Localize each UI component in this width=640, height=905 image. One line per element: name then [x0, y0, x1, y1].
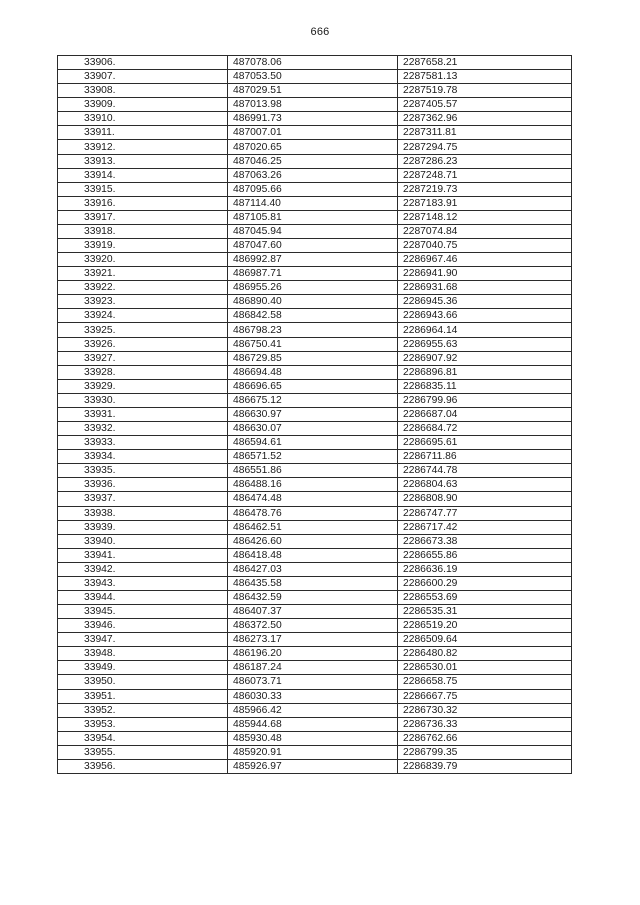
- point-id-cell: 33937.: [58, 492, 228, 506]
- x-coordinate-cell: 486196.20: [228, 647, 398, 661]
- table-row: [58, 168, 572, 182]
- point-id-cell: 33906.: [58, 56, 228, 70]
- table-row: [58, 590, 572, 604]
- point-id-cell: 33931.: [58, 407, 228, 421]
- coordinates-table: [57, 55, 572, 774]
- y-coordinate-cell: 2287405.57: [398, 98, 572, 112]
- point-id-cell: 33943.: [58, 576, 228, 590]
- x-coordinate-cell: 486427.03: [228, 562, 398, 576]
- y-coordinate-cell: 2287286.23: [398, 154, 572, 168]
- y-coordinate-cell: 2287519.78: [398, 84, 572, 98]
- y-coordinate-cell: 2286519.20: [398, 619, 572, 633]
- x-coordinate-cell: 485944.68: [228, 717, 398, 731]
- x-coordinate-cell: 486073.71: [228, 675, 398, 689]
- table-row: [58, 619, 572, 633]
- x-coordinate-cell: 485920.91: [228, 745, 398, 759]
- point-id-cell: 33951.: [58, 689, 228, 703]
- y-coordinate-cell: 2287148.12: [398, 210, 572, 224]
- table-row: [58, 492, 572, 506]
- y-coordinate-cell: 2286730.32: [398, 703, 572, 717]
- y-coordinate-cell: 2286941.90: [398, 267, 572, 281]
- point-id-cell: 33950.: [58, 675, 228, 689]
- y-coordinate-cell: 2286636.19: [398, 562, 572, 576]
- table-row: [58, 309, 572, 323]
- point-id-cell: 33924.: [58, 309, 228, 323]
- point-id-cell: 33953.: [58, 717, 228, 731]
- point-id-cell: 33927.: [58, 351, 228, 365]
- y-coordinate-cell: 2286808.90: [398, 492, 572, 506]
- table-row: [58, 56, 572, 70]
- x-coordinate-cell: 486462.51: [228, 520, 398, 534]
- y-coordinate-cell: 2286804.63: [398, 478, 572, 492]
- y-coordinate-cell: 2286658.75: [398, 675, 572, 689]
- table-row: [58, 422, 572, 436]
- x-coordinate-cell: 487007.01: [228, 126, 398, 140]
- y-coordinate-cell: 2286673.38: [398, 534, 572, 548]
- point-id-cell: 33939.: [58, 520, 228, 534]
- point-id-cell: 33932.: [58, 422, 228, 436]
- x-coordinate-cell: 486571.52: [228, 450, 398, 464]
- x-coordinate-cell: 487053.50: [228, 70, 398, 84]
- table-row: [58, 647, 572, 661]
- x-coordinate-cell: 486407.37: [228, 605, 398, 619]
- table-row: [58, 365, 572, 379]
- x-coordinate-cell: 486729.85: [228, 351, 398, 365]
- y-coordinate-cell: 2286535.31: [398, 605, 572, 619]
- table-row: [58, 98, 572, 112]
- y-coordinate-cell: 2287040.75: [398, 239, 572, 253]
- x-coordinate-cell: 486187.24: [228, 661, 398, 675]
- table-row: [58, 323, 572, 337]
- table-row: [58, 675, 572, 689]
- point-id-cell: 33922.: [58, 281, 228, 295]
- table-row: [58, 534, 572, 548]
- x-coordinate-cell: 486955.26: [228, 281, 398, 295]
- point-id-cell: 33948.: [58, 647, 228, 661]
- table-row: [58, 436, 572, 450]
- y-coordinate-cell: 2287658.21: [398, 56, 572, 70]
- table-row: [58, 70, 572, 84]
- x-coordinate-cell: 486426.60: [228, 534, 398, 548]
- table-row: [58, 548, 572, 562]
- y-coordinate-cell: 2286835.11: [398, 379, 572, 393]
- y-coordinate-cell: 2286943.66: [398, 309, 572, 323]
- table-row: [58, 253, 572, 267]
- x-coordinate-cell: 485926.97: [228, 759, 398, 773]
- table-row: [58, 140, 572, 154]
- x-coordinate-cell: 486750.41: [228, 337, 398, 351]
- y-coordinate-cell: 2287581.13: [398, 70, 572, 84]
- table-row: [58, 379, 572, 393]
- point-id-cell: 33941.: [58, 548, 228, 562]
- y-coordinate-cell: 2286480.82: [398, 647, 572, 661]
- x-coordinate-cell: 486372.50: [228, 619, 398, 633]
- point-id-cell: 33915.: [58, 182, 228, 196]
- x-coordinate-cell: 486594.61: [228, 436, 398, 450]
- point-id-cell: 33926.: [58, 337, 228, 351]
- y-coordinate-cell: 2286931.68: [398, 281, 572, 295]
- y-coordinate-cell: 2286667.75: [398, 689, 572, 703]
- y-coordinate-cell: 2286711.86: [398, 450, 572, 464]
- table-row: [58, 506, 572, 520]
- point-id-cell: 33942.: [58, 562, 228, 576]
- x-coordinate-cell: 486890.40: [228, 295, 398, 309]
- x-coordinate-cell: 486273.17: [228, 633, 398, 647]
- table-row: [58, 717, 572, 731]
- point-id-cell: 33945.: [58, 605, 228, 619]
- x-coordinate-cell: 486030.33: [228, 689, 398, 703]
- x-coordinate-cell: 487020.65: [228, 140, 398, 154]
- point-id-cell: 33917.: [58, 210, 228, 224]
- y-coordinate-cell: 2287183.91: [398, 196, 572, 210]
- table-row: [58, 407, 572, 421]
- y-coordinate-cell: 2287362.96: [398, 112, 572, 126]
- x-coordinate-cell: 487095.66: [228, 182, 398, 196]
- y-coordinate-cell: 2286655.86: [398, 548, 572, 562]
- table-row: [58, 703, 572, 717]
- point-id-cell: 33947.: [58, 633, 228, 647]
- y-coordinate-cell: 2286684.72: [398, 422, 572, 436]
- table-row: [58, 281, 572, 295]
- table-row: [58, 605, 572, 619]
- y-coordinate-cell: 2286509.64: [398, 633, 572, 647]
- y-coordinate-cell: 2286967.46: [398, 253, 572, 267]
- y-coordinate-cell: 2286747.77: [398, 506, 572, 520]
- y-coordinate-cell: 2286695.61: [398, 436, 572, 450]
- x-coordinate-cell: 486630.07: [228, 422, 398, 436]
- y-coordinate-cell: 2286762.66: [398, 731, 572, 745]
- x-coordinate-cell: 485966.42: [228, 703, 398, 717]
- point-id-cell: 33921.: [58, 267, 228, 281]
- x-coordinate-cell: 485930.48: [228, 731, 398, 745]
- x-coordinate-cell: 487078.06: [228, 56, 398, 70]
- table-row: [58, 112, 572, 126]
- x-coordinate-cell: 486418.48: [228, 548, 398, 562]
- point-id-cell: 33919.: [58, 239, 228, 253]
- table-row: [58, 745, 572, 759]
- x-coordinate-cell: 487013.98: [228, 98, 398, 112]
- table-row: [58, 239, 572, 253]
- y-coordinate-cell: 2287248.71: [398, 168, 572, 182]
- table-row: [58, 224, 572, 238]
- table-row: [58, 182, 572, 196]
- x-coordinate-cell: 486992.87: [228, 253, 398, 267]
- y-coordinate-cell: 2286839.79: [398, 759, 572, 773]
- table-row: [58, 126, 572, 140]
- point-id-cell: 33907.: [58, 70, 228, 84]
- y-coordinate-cell: 2286945.36: [398, 295, 572, 309]
- y-coordinate-cell: 2287219.73: [398, 182, 572, 196]
- x-coordinate-cell: 487063.26: [228, 168, 398, 182]
- x-coordinate-cell: 486630.97: [228, 407, 398, 421]
- point-id-cell: 33930.: [58, 393, 228, 407]
- table-row: [58, 464, 572, 478]
- x-coordinate-cell: 487105.81: [228, 210, 398, 224]
- y-coordinate-cell: 2286896.81: [398, 365, 572, 379]
- x-coordinate-cell: 486488.16: [228, 478, 398, 492]
- table-row: [58, 661, 572, 675]
- point-id-cell: 33935.: [58, 464, 228, 478]
- x-coordinate-cell: 486675.12: [228, 393, 398, 407]
- point-id-cell: 33925.: [58, 323, 228, 337]
- y-coordinate-cell: 2286799.35: [398, 745, 572, 759]
- x-coordinate-cell: 486478.76: [228, 506, 398, 520]
- point-id-cell: 33913.: [58, 154, 228, 168]
- table-row: [58, 196, 572, 210]
- table-row: [58, 689, 572, 703]
- y-coordinate-cell: 2286530.01: [398, 661, 572, 675]
- y-coordinate-cell: 2286553.69: [398, 590, 572, 604]
- point-id-cell: 33940.: [58, 534, 228, 548]
- x-coordinate-cell: 486798.23: [228, 323, 398, 337]
- point-id-cell: 33920.: [58, 253, 228, 267]
- x-coordinate-cell: 487046.25: [228, 154, 398, 168]
- table-row: [58, 759, 572, 773]
- table-row: [58, 576, 572, 590]
- point-id-cell: 33944.: [58, 590, 228, 604]
- x-coordinate-cell: 487029.51: [228, 84, 398, 98]
- y-coordinate-cell: 2286799.96: [398, 393, 572, 407]
- x-coordinate-cell: 486694.48: [228, 365, 398, 379]
- y-coordinate-cell: 2287074.84: [398, 224, 572, 238]
- y-coordinate-cell: 2286687.04: [398, 407, 572, 421]
- table-row: [58, 633, 572, 647]
- y-coordinate-cell: 2286600.29: [398, 576, 572, 590]
- point-id-cell: 33934.: [58, 450, 228, 464]
- table-row: [58, 450, 572, 464]
- x-coordinate-cell: 487114.40: [228, 196, 398, 210]
- point-id-cell: 33914.: [58, 168, 228, 182]
- x-coordinate-cell: 486435.58: [228, 576, 398, 590]
- point-id-cell: 33952.: [58, 703, 228, 717]
- table-row: [58, 154, 572, 168]
- table-row: [58, 267, 572, 281]
- point-id-cell: 33949.: [58, 661, 228, 675]
- table-row: [58, 478, 572, 492]
- x-coordinate-cell: 486842.58: [228, 309, 398, 323]
- table-row: [58, 351, 572, 365]
- table-row: [58, 731, 572, 745]
- table-body: [58, 56, 572, 774]
- y-coordinate-cell: 2286907.92: [398, 351, 572, 365]
- table-row: [58, 84, 572, 98]
- point-id-cell: 33909.: [58, 98, 228, 112]
- x-coordinate-cell: 487045.94: [228, 224, 398, 238]
- page-number: 666: [310, 26, 330, 38]
- point-id-cell: 33918.: [58, 224, 228, 238]
- point-id-cell: 33956.: [58, 759, 228, 773]
- table-row: [58, 295, 572, 309]
- point-id-cell: 33916.: [58, 196, 228, 210]
- point-id-cell: 33928.: [58, 365, 228, 379]
- table-row: [58, 337, 572, 351]
- y-coordinate-cell: 2286736.33: [398, 717, 572, 731]
- point-id-cell: 33936.: [58, 478, 228, 492]
- table-row: [58, 520, 572, 534]
- point-id-cell: 33954.: [58, 731, 228, 745]
- table-row: [58, 393, 572, 407]
- x-coordinate-cell: 487047.60: [228, 239, 398, 253]
- y-coordinate-cell: 2286744.78: [398, 464, 572, 478]
- x-coordinate-cell: 486551.86: [228, 464, 398, 478]
- x-coordinate-cell: 486432.59: [228, 590, 398, 604]
- point-id-cell: 33910.: [58, 112, 228, 126]
- table-row: [58, 210, 572, 224]
- point-id-cell: 33946.: [58, 619, 228, 633]
- y-coordinate-cell: 2287294.75: [398, 140, 572, 154]
- y-coordinate-cell: 2287311.81: [398, 126, 572, 140]
- y-coordinate-cell: 2286955.63: [398, 337, 572, 351]
- y-coordinate-cell: 2286717.42: [398, 520, 572, 534]
- y-coordinate-cell: 2286964.14: [398, 323, 572, 337]
- point-id-cell: 33929.: [58, 379, 228, 393]
- x-coordinate-cell: 486474.48: [228, 492, 398, 506]
- point-id-cell: 33955.: [58, 745, 228, 759]
- point-id-cell: 33933.: [58, 436, 228, 450]
- point-id-cell: 33923.: [58, 295, 228, 309]
- point-id-cell: 33912.: [58, 140, 228, 154]
- x-coordinate-cell: 486696.65: [228, 379, 398, 393]
- point-id-cell: 33908.: [58, 84, 228, 98]
- x-coordinate-cell: 486987.71: [228, 267, 398, 281]
- point-id-cell: 33938.: [58, 506, 228, 520]
- point-id-cell: 33911.: [58, 126, 228, 140]
- x-coordinate-cell: 486991.73: [228, 112, 398, 126]
- table-row: [58, 562, 572, 576]
